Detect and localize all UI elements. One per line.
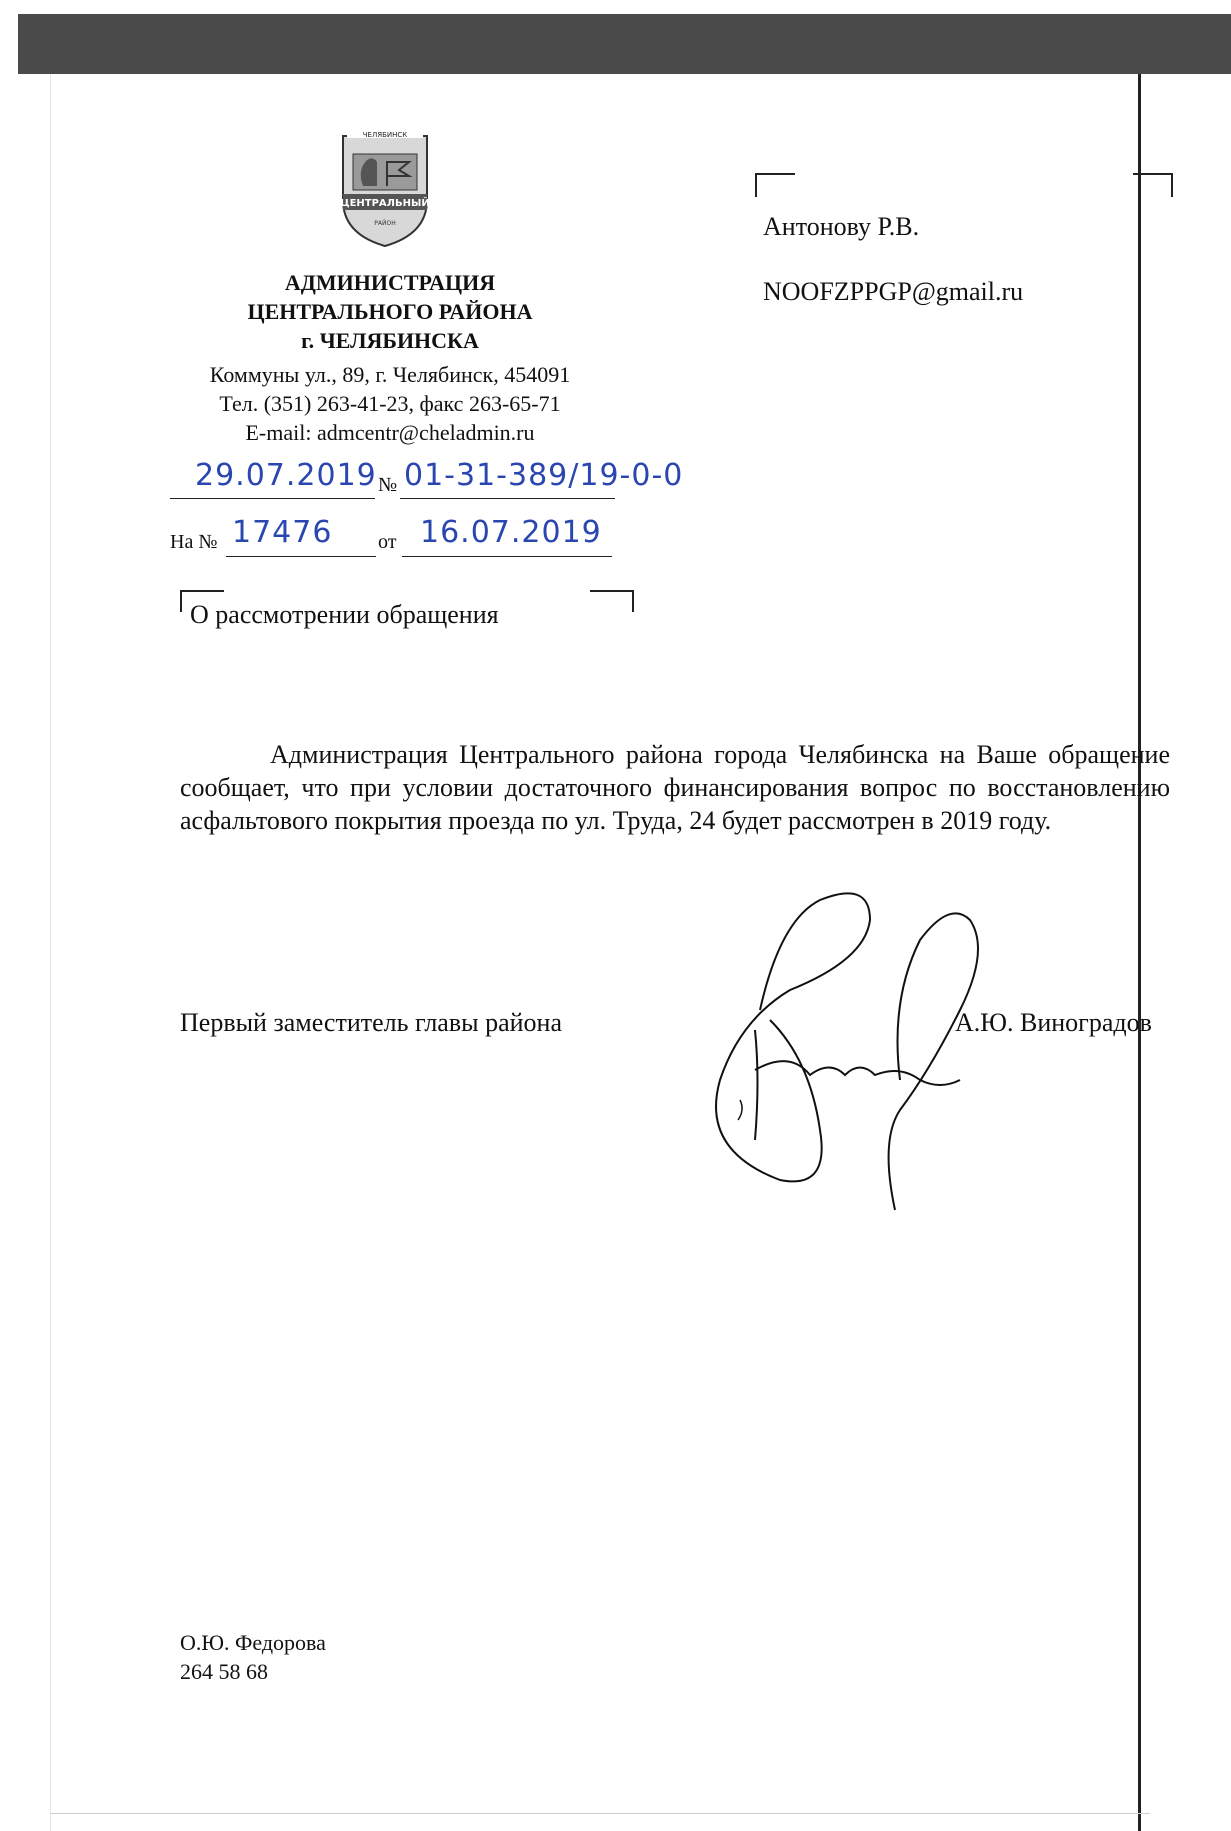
recipient-bracket-left	[755, 173, 795, 197]
outgoing-number: 01-31-389/19-0-0	[404, 458, 684, 493]
crest-top-text: ЧЕЛЯБИНСК	[362, 131, 408, 139]
executor-phone: 264 58 68	[180, 1659, 268, 1684]
date-underline	[170, 498, 375, 499]
crest-bottom-text: РАЙОН	[374, 220, 396, 227]
org-address: Коммуны ул., 89, г. Челябинск, 454091	[209, 362, 571, 387]
outgoing-date: 29.07.2019	[195, 458, 377, 493]
org-email: E-mail: admcentr@cheladmin.ru	[245, 420, 535, 445]
ref-date: 16.07.2019	[420, 515, 602, 550]
district-crest-emblem	[337, 130, 433, 248]
recipient-email: NOOFZPPGP@gmail.ru	[763, 277, 1024, 306]
ref-number-underline	[226, 556, 376, 557]
letter-body: Администрация Центрального района города Челябинска на Ваше обращение сообщает, что при условии достаточного финансирования вопрос по восстановлению асфальтового покрытия проезда по ул. Труда, 24 будет рассмотрен в 2019 году.	[180, 740, 1170, 835]
recipient-bracket-right	[1133, 173, 1173, 197]
org-phone: Тел. (351) 263-41-23, факс 263-65-71	[219, 391, 561, 416]
page-bottom-edge	[50, 1813, 1150, 1814]
letter-subject: О рассмотрении обращения	[190, 600, 499, 629]
ref-number: 17476	[232, 515, 333, 550]
executor-name: О.Ю. Федорова	[180, 1630, 326, 1655]
number-label: №	[378, 474, 398, 496]
handwritten-signature	[660, 880, 1040, 1220]
ref-from-label: от	[378, 531, 397, 553]
page-right-edge	[1138, 74, 1141, 1831]
recipient-name: Антонову Р.В.	[763, 212, 920, 241]
ref-date-underline	[402, 556, 612, 557]
organization-contacts	[160, 360, 620, 447]
org-line-3: г. ЧЕЛЯБИНСКА	[301, 328, 479, 353]
number-underline	[400, 498, 615, 499]
scan-top-bar	[18, 14, 1231, 74]
page-left-edge	[50, 74, 51, 1831]
executor-info	[180, 1628, 326, 1686]
org-line-2: ЦЕНТРАЛЬНОГО РАЙОНА	[247, 299, 533, 324]
signer-name: А.Ю. Виноградов	[955, 1008, 1152, 1037]
crest-band-text: ЦЕНТРАЛЬНЫЙ	[340, 198, 430, 209]
organization-name	[190, 268, 590, 355]
signer-title: Первый заместитель главы района	[180, 1008, 562, 1037]
ref-number-label: На №	[170, 531, 218, 553]
subject-bracket-right	[590, 590, 634, 612]
org-line-1: АДМИНИСТРАЦИЯ	[284, 270, 496, 295]
